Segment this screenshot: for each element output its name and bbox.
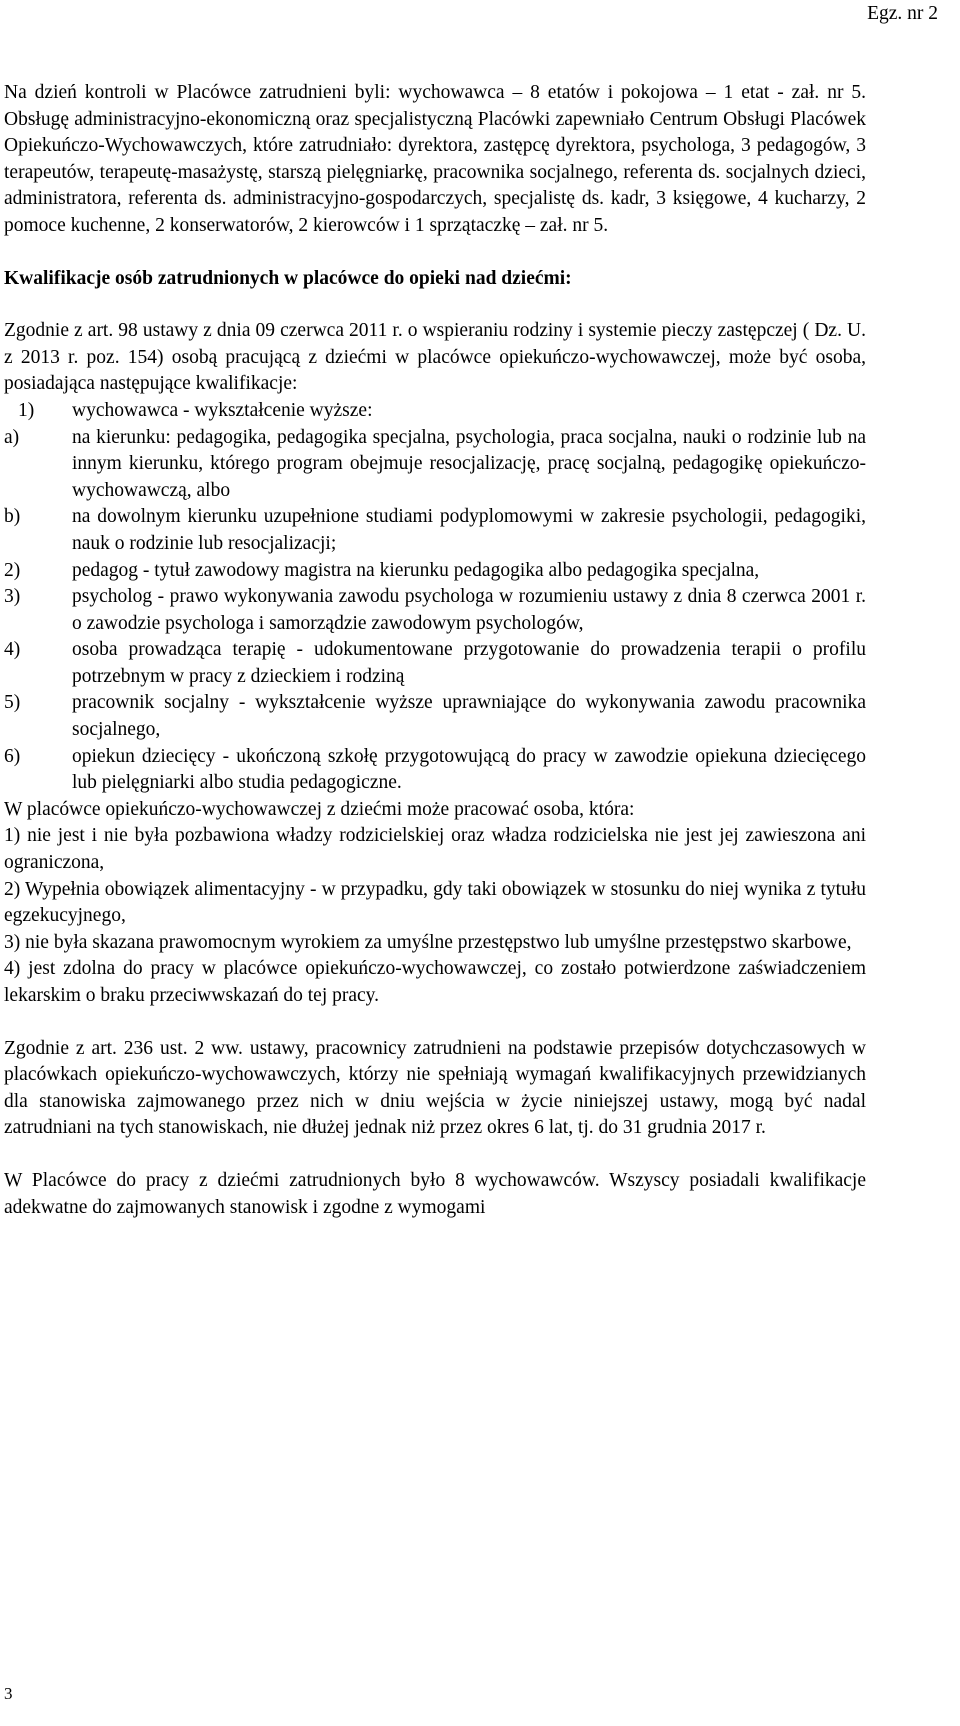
list-item-text: na dowolnym kierunku uzupełnione studiami podyplomowymi w zakresie psychologii, pedagogiki, nauk o rodzinie lub resocjalizacji;	[72, 506, 866, 554]
list-marker: b)	[4, 506, 21, 528]
condition-item: 1) nie jest i nie była pozbawiona władzy rodzicielskiej oraz władza rodzicielska nie jest jej zawieszona ani ograniczona,	[4, 825, 866, 874]
conditions-intro: W placówce opiekuńczo-wychowawczej z dziećmi może pracować osoba, która:	[4, 798, 635, 820]
list-item	[4, 504, 866, 557]
transitional-paragraph: Zgodnie z art. 236 ust. 2 ww. ustawy, pracownicy zatrudnieni na podstawie przepisów dotychczasowych w placówkach opiekuńczo-wychowawczych, którzy nie spełniają wymagań kwalifikacyjnych przewidzianych dla stanowiska zajmowanego przez nich w dniu wejścia w życie niniejszej ustawy, mogą być nadal zatrudniani na tych stanowiskach, nie dłużej jednak niż przez okres 6 lat, tj. do 31 grudnia 2017 r.	[4, 1037, 866, 1139]
list-marker: a)	[4, 426, 20, 448]
list-marker: 5)	[4, 692, 21, 714]
condition-item: 4) jest zdolna do pracy w placówce opiekuńczo-wychowawczej, co zostało potwierdzone zaświadczeniem lekarskim o braku przeciwwskazań do tej pracy.	[4, 958, 866, 1006]
list-marker: 2)	[4, 559, 21, 581]
list-item	[4, 690, 866, 743]
list-item	[4, 584, 866, 637]
list-marker: 6)	[4, 745, 21, 767]
list-item-text: osoba prowadząca terapię - udokumentowane przygotowanie do prowadzenia terapii o profilu potrzebnym w pracy z dzieckiem i rodziną	[72, 639, 866, 687]
list-item	[4, 558, 866, 585]
list-item-text: pracownik socjalny - wykształcenie wyższe uprawniające do wykonywania zawodu pracownika socjalnego,	[72, 692, 866, 741]
list-item-text: pedagog - tytuł zawodowy magistra na kierunku pedagogika albo pedagogika specjalna,	[72, 559, 760, 581]
list-item-text: wychowawca - wykształcenie wyższe:	[72, 399, 373, 421]
list-item	[4, 398, 866, 425]
list-item-text: psycholog - prawo wykonywania zawodu psychologa w rozumieniu ustawy z dnia 8 czerwca 2001 r. o zawodzie psychologa i samorządzie zawodowym psychologów,	[72, 586, 866, 634]
list-item	[4, 744, 866, 797]
list-item-text: na kierunku: pedagogika, pedagogika specjalna, psychologia, praca socjalna, nauki o rodzinie lub na innym kierunku, którego program obejmuje resocjalizację, pracę socjalną, pedagogikę opiekuńczo-wychowawczą, albo	[72, 426, 866, 501]
section-heading: Kwalifikacje osób zatrudnionych w placówce do opieki nad dziećmi:	[4, 267, 572, 289]
condition-item: 3) nie była skazana prawomocnym wyrokiem za umyślne przestępstwo lub umyślne przestępstwo skarbowe,	[4, 931, 852, 953]
list-marker: 1)	[18, 399, 35, 421]
condition-item: 2) Wypełnia obowiązek alimentacyjny - w przypadku, gdy taki obowiązek w stosunku do niej wynika z tytułu egzekucyjnego,	[4, 878, 866, 927]
list-item	[4, 425, 866, 505]
page-number: 3	[4, 1684, 13, 1703]
list-item	[4, 637, 866, 690]
document-body	[4, 80, 866, 1221]
list-marker: 3)	[4, 586, 21, 608]
intro-paragraph: Na dzień kontroli w Placówce zatrudnieni byli: wychowawca – 8 etatów i pokojowa – 1 etat - zał. nr 5. Obsługę administracyjno-ekonomiczną oraz specjalistyczną Placówki zapewniało Centrum Obsługi Placówek Opiekuńczo-Wychowawczych, które zatrudniało: dyrektora, zastępcę dyrektora, psychologa, 3 pedagogów, 3 terapeutów, terapeutę-masażystę, starszą pielęgniarkę, pracownika socjalnego, referenta ds. socjalnych dzieci, administratora, referenta ds. administracyjno-gospodarczych, specjalistę ds. kadr, 3 księgowe, 4 kucharzy, 2 pomoce kuchenne, 2 konserwatorów, 2 kierowców i 1 sprzątaczkę – zał. nr 5.	[4, 82, 866, 236]
closing-paragraph: W Placówce do pracy z dziećmi zatrudnionych było 8 wychowawców. Wszyscy posiadali kwalifikacje adekwatne do zajmowanych stanowisk i zgodne z wymogami	[4, 1169, 866, 1218]
list-marker: 4)	[4, 639, 21, 661]
qualifications-list	[4, 398, 866, 797]
copy-number-label: Egz. nr 2	[867, 3, 938, 24]
list-item-text: opiekun dziecięcy - ukończoną szkołę przygotowującą do pracy w zawodzie opiekuna dziecięcego lub pielęgniarki albo studia pedagogiczne.	[72, 745, 866, 794]
legal-intro-paragraph: Zgodnie z art. 98 ustawy z dnia 09 czerwca 2011 r. o wspieraniu rodziny i systemie pieczy zastępczej ( Dz. U. z 2013 r. poz. 154) osobą pracującą z dziećmi w placówce opiekuńczo-wychowawczej, może być osoba, posiadająca następujące kwalifikacje:	[4, 320, 866, 395]
